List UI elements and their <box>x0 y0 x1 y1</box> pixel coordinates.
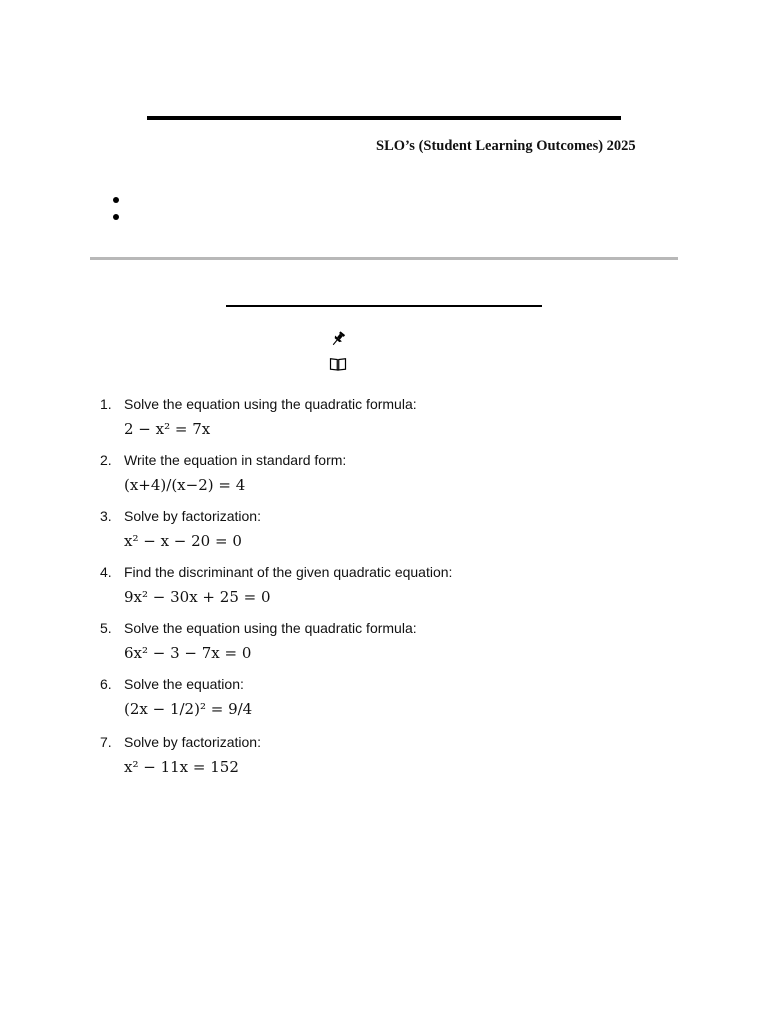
header-title: SLO’s (Student Learning Outcomes) 2025 <box>376 138 636 154</box>
question-item-7 <box>100 734 660 790</box>
equation-text: 9x² − 30x + 25 = 0 <box>124 588 271 606</box>
open-book-icon <box>329 355 347 373</box>
question-number: 7. <box>100 734 112 750</box>
question-text: Solve by factorization: <box>124 734 261 750</box>
question-item-5 <box>100 620 660 676</box>
question-text: Find the discriminant of the given quadratic equation: <box>124 564 453 580</box>
question-text: Solve the equation: <box>124 676 244 692</box>
question-number: 3. <box>100 508 112 524</box>
equation-text: 6x² − 3 − 7x = 0 <box>124 644 252 662</box>
question-equation <box>124 476 245 494</box>
question-item-1 <box>100 396 660 452</box>
question-equation <box>124 420 210 438</box>
question-text: Solve by factorization: <box>124 508 261 524</box>
question-text: Solve the equation using the quadratic formula: <box>124 396 417 412</box>
top-rule <box>147 116 621 120</box>
middle-rule <box>226 305 542 307</box>
question-item-4 <box>100 564 660 620</box>
empty-bullet-2 <box>113 214 119 220</box>
question-number: 4. <box>100 564 112 580</box>
question-number: 1. <box>100 396 112 412</box>
question-item-6 <box>100 676 660 734</box>
question-number: 6. <box>100 676 112 692</box>
equation-text: (2x − 1/2)² = 9/4 <box>124 700 253 718</box>
pushpin-icon <box>329 330 347 348</box>
question-number: 2. <box>100 452 112 468</box>
question-equation <box>124 758 239 776</box>
equation-text: x² − 11x = 152 <box>124 758 239 776</box>
question-equation <box>124 700 252 718</box>
question-number: 5. <box>100 620 112 636</box>
question-text: Solve the equation using the quadratic formula: <box>124 620 417 636</box>
equation-text: 2 − x² = 7x <box>124 420 211 438</box>
empty-bullet-1 <box>113 197 119 203</box>
section-divider <box>90 257 678 260</box>
question-text: Write the equation in standard form: <box>124 452 347 468</box>
equation-text: (x+4)/(x−2) = 4 <box>124 476 246 494</box>
question-equation <box>124 532 242 550</box>
equation-text: x² − x − 20 = 0 <box>124 532 242 550</box>
question-equation <box>124 588 271 606</box>
question-list <box>100 396 660 790</box>
question-equation <box>124 644 251 662</box>
question-item-2 <box>100 452 660 508</box>
question-item-3 <box>100 508 660 564</box>
